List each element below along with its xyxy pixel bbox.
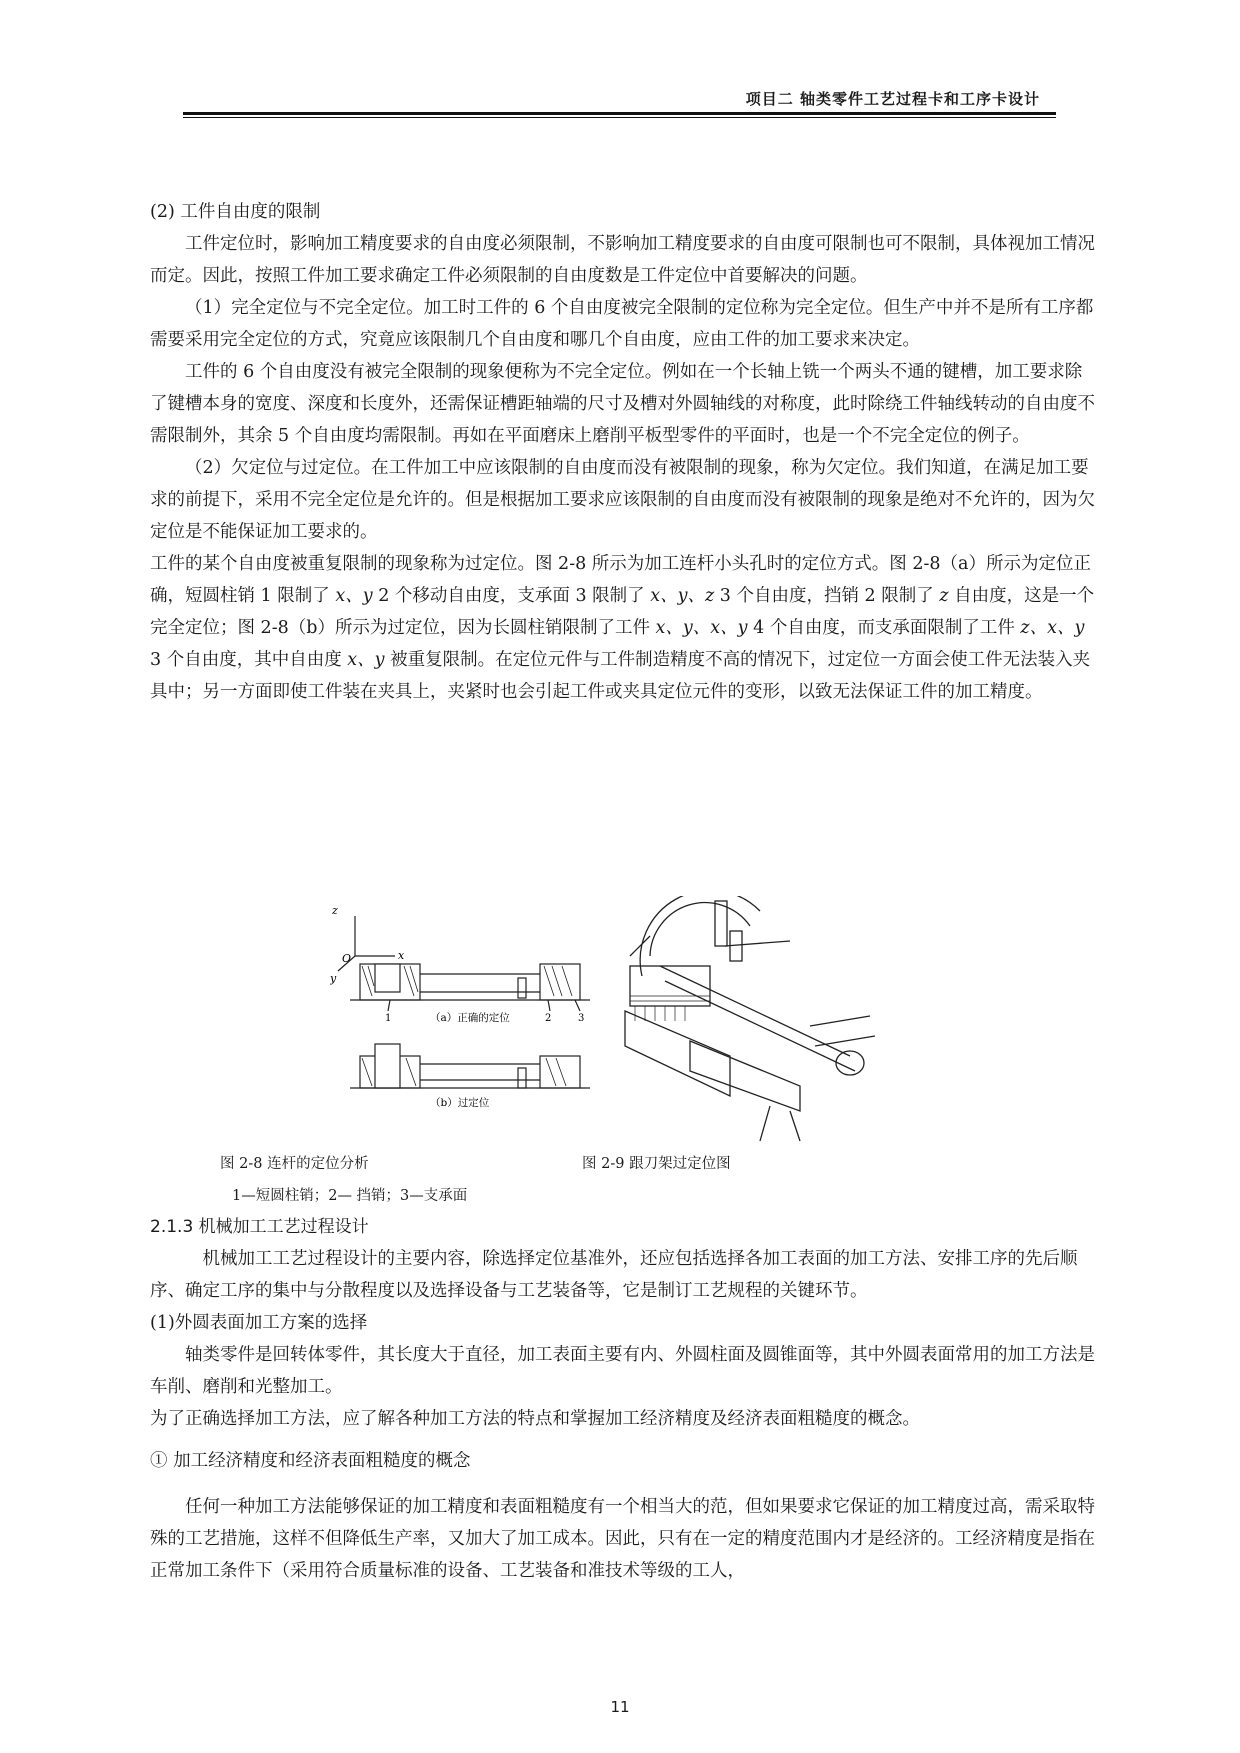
math-symbol: z [939, 586, 949, 606]
figure-2-8a [338, 916, 590, 1011]
paragraph: 任何一种加工方法能够保证的加工精度和表面粗糙度有一个相当大的范，但如果要求它保证的加工精度过高，需采取特殊的工艺措施，这样不但降低生产率，又加大了加工成本。因此，只有在一定的精度范围内才是经济的。工经济精度是指在正常加工条件下（采用符合质量标准的设备、工艺装备和准技术等级的工人， [150, 1497, 1095, 1581]
math-symbol: x、y、x、y [655, 618, 748, 638]
page-body [150, 196, 1098, 708]
math-symbol: x、y [335, 586, 373, 606]
paragraph: （1）完全定位与不完全定位。加工时工件的 6 个自由度被完全限制的定位称为完全定位。但生产中并不是所有工序都需要采用完全定位的方式，究竟应该限制几个自由度和哪几个自由度，应由工件的加工要求来决定。 [150, 298, 1094, 350]
fig-callout-3: 3 [578, 1013, 585, 1024]
header-rule-thick [183, 112, 1056, 115]
axis-label-x: x [398, 949, 405, 962]
math-symbol: z、x、y [1020, 618, 1085, 638]
caption-figure-2-8: 图 2-8 连杆的定位分析 [220, 1156, 369, 1172]
fig-2-8a-label: （a）正确的定位 [430, 1012, 510, 1024]
header-rule-thin [183, 117, 1056, 118]
paragraph: 机械加工工艺过程设计的主要内容，除选择定位基准外，还应包括选择各加工表面的加工方法、安排工序的先后顺序、确定工序的集中与分散程度以及选择设备与工艺装备等，它是制订工艺规程的关键环节。 [150, 1249, 1078, 1301]
text-run: 被重复限制。在定位元件与工件制造精度不高的情况下，过定位一方面会使工件无法装入夹具中；另一方面即使工件装在夹具上，夹紧时也会引起工件或夹具定位元件的变形，以致无法保证工件的加工精度。 [150, 650, 1091, 702]
text-run: 3 个自由度，其中自由度 [150, 650, 342, 670]
paragraph: 轴类零件是回转体零件，其长度大于直径，加工表面主要有内、外圆柱面及圆锥面等，其中外圆表面常用的加工方法是车削、磨削和光整加工。 [150, 1345, 1095, 1397]
fig-callout-2: 2 [545, 1013, 552, 1024]
text-run: 2 个移动自由度，支承面 3 限制了 [378, 586, 645, 606]
text-run: 4 个自由度，而支承面限制了工件 [753, 618, 1015, 638]
figure-2-9-steady-rest [625, 896, 875, 1141]
section-heading-2-1-3: 2.1.3 机械加工工艺过程设计 [150, 1217, 369, 1237]
paragraph: 为了正确选择加工方法，应了解各种加工方法的特点和掌握加工经济精度及经济表面粗糙度的概念。 [150, 1409, 920, 1429]
paragraph-overlocation [150, 548, 1098, 708]
caption-figure-2-9: 图 2-9 跟刀架过定位图 [582, 1156, 731, 1172]
subheading-economic-precision: ① 加工经济精度和经济表面粗糙度的概念 [150, 1451, 471, 1471]
figure-2-8b [350, 1044, 590, 1088]
caption-legend-2-8: 1—短圆柱销；2— 挡销；3—支承面 [232, 1188, 468, 1204]
subheading-outer-surface: (1)外圆表面加工方案的选择 [150, 1313, 368, 1333]
math-symbol: x、y、z [650, 586, 715, 606]
math-symbol: x、y [347, 650, 385, 670]
text-run: 自由度，这是一个完全定位；图 2-8（b）所示为过定位，因为长圆柱销限制了工件 [150, 586, 1095, 638]
paragraph: （2）欠定位与过定位。在工件加工中应该限制的自由度而没有被限制的现象，称为欠定位。我们知道，在满足加工要求的前提下，采用不完全定位是允许的。但是根据加工要求应该限制的自由度而没有被限制的现象是绝对不允许的，因为欠定位是不能保证加工要求的。 [150, 458, 1095, 542]
text-run: 3 个自由度，挡销 2 限制了 [719, 586, 934, 606]
page-body-lower [150, 1211, 1098, 1587]
paragraph: 工件定位时，影响加工精度要求的自由度必须限制，不影响加工精度要求的自由度可限制也可不限制，具体视加工情况而定。因此，按照工件加工要求确定工件必须限制的自由度数是工件定位中首要解决的问题。 [150, 234, 1095, 286]
paragraph: 工件的 6 个自由度没有被完全限制的现象便称为不完全定位。例如在一个长轴上铣一个两头不通的键槽，加工要求除了键槽本身的宽度、深度和长度外，还需保证槽距轴端的尺寸及槽对外圆轴线的对称度，此时除绕工件轴线转动的自由度不需限制外，其余 5 个自由度均需限制。再如在平面磨床上磨削平板型零件的平面时，也是一个不完全定位的例子。 [150, 362, 1095, 446]
figure-area [330, 896, 890, 1146]
axis-label-z: z [332, 904, 338, 917]
page-number: 11 [610, 1698, 630, 1716]
fig-2-8b-label: （b）过定位 [430, 1097, 490, 1109]
subheading-freedom: (2) 工件自由度的限制 [150, 202, 321, 222]
axis-label-origin: O [342, 952, 352, 965]
axis-label-y: y [330, 972, 337, 985]
running-header: 项目二 轴类零件工艺过程卡和工序卡设计 [745, 90, 1040, 108]
text-run: 工件的某个自由度被重复限制的现象称为过定位。图 2-8 所示为加工连杆小头孔时的定位方式。图 2-8（a）所示为定位正确，短圆柱销 1 限制了 [150, 554, 1091, 606]
fig-callout-1: 1 [385, 1013, 392, 1024]
